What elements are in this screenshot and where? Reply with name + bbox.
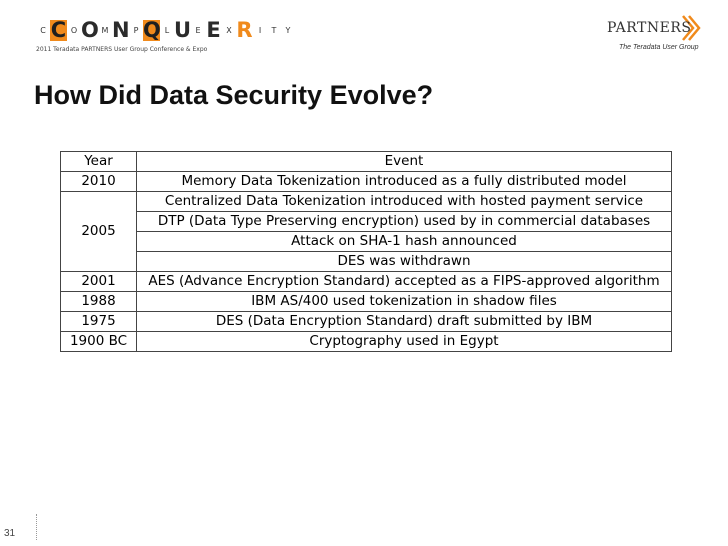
table-row bbox=[61, 172, 672, 192]
logo-letter: L bbox=[164, 25, 170, 35]
column-header-year: Year bbox=[61, 152, 137, 172]
table-row bbox=[61, 292, 672, 312]
partners-name: PARTNERS bbox=[607, 20, 692, 36]
table-row bbox=[61, 252, 672, 272]
logo-letter: Y bbox=[285, 25, 291, 35]
logo-letter: P bbox=[133, 25, 139, 35]
conquer-logo bbox=[36, 12, 291, 54]
logo-letter: X bbox=[226, 25, 232, 35]
event-cell: Centralized Data Tokenization introduced with hosted payment service bbox=[137, 192, 672, 212]
logo-big-letter: C bbox=[50, 17, 67, 42]
table-row bbox=[61, 332, 672, 352]
table-row bbox=[61, 192, 672, 212]
event-cell: IBM AS/400 used tokenization in shadow files bbox=[137, 292, 672, 312]
year-cell: 1975 bbox=[61, 312, 137, 332]
slide-number: 31 bbox=[4, 528, 16, 539]
conquer-wordmark bbox=[36, 18, 295, 42]
logo-big-letter: O bbox=[81, 18, 99, 42]
year-cell: 2001 bbox=[61, 272, 137, 292]
logo-letter: E bbox=[195, 25, 201, 35]
event-cell: Cryptography used in Egypt bbox=[137, 332, 672, 352]
event-cell: Attack on SHA-1 hash announced bbox=[137, 232, 672, 252]
year-cell: 2005 bbox=[61, 192, 137, 272]
table-row bbox=[61, 312, 672, 332]
year-cell: 1900 BC bbox=[61, 332, 137, 352]
table-row bbox=[61, 272, 672, 292]
logo-big-letter: E bbox=[206, 18, 221, 42]
slide-title: How Did Data Security Evolve? bbox=[34, 80, 434, 110]
logo-letter: C bbox=[40, 25, 46, 35]
logo-letter: M bbox=[101, 25, 109, 35]
logo-big-letter: N bbox=[112, 18, 130, 42]
year-cell: 1988 bbox=[61, 292, 137, 312]
table-row bbox=[61, 232, 672, 252]
logo-letter: I bbox=[258, 25, 262, 35]
event-cell: Memory Data Tokenization introduced as a fully distributed model bbox=[137, 172, 672, 192]
year-cell: 2010 bbox=[61, 172, 137, 192]
event-cell: DTP (Data Type Preserving encryption) used by in commercial databases bbox=[137, 212, 672, 232]
logo-letter: O bbox=[70, 25, 78, 35]
slide-number-divider bbox=[36, 514, 37, 540]
conquer-subtitle: 2011 Teradata PARTNERS User Group Conference & Expo bbox=[36, 46, 208, 53]
event-cell: DES (Data Encryption Standard) draft submitted by IBM bbox=[137, 312, 672, 332]
event-cell: AES (Advance Encryption Standard) accepted as a FIPS-approved algorithm bbox=[137, 272, 672, 292]
partners-subtitle: The Teradata User Group bbox=[619, 44, 699, 51]
table-header-row bbox=[61, 152, 672, 172]
logo-big-letter: Q bbox=[143, 17, 161, 42]
logo-big-letter: R bbox=[236, 18, 253, 42]
logo-letter: T bbox=[271, 25, 277, 35]
logo-big-letter: U bbox=[174, 18, 192, 42]
security-timeline-table bbox=[60, 151, 672, 352]
column-header-event: Event bbox=[137, 152, 672, 172]
partners-logo bbox=[605, 8, 705, 54]
event-cell: DES was withdrawn bbox=[137, 252, 672, 272]
table-row bbox=[61, 212, 672, 232]
